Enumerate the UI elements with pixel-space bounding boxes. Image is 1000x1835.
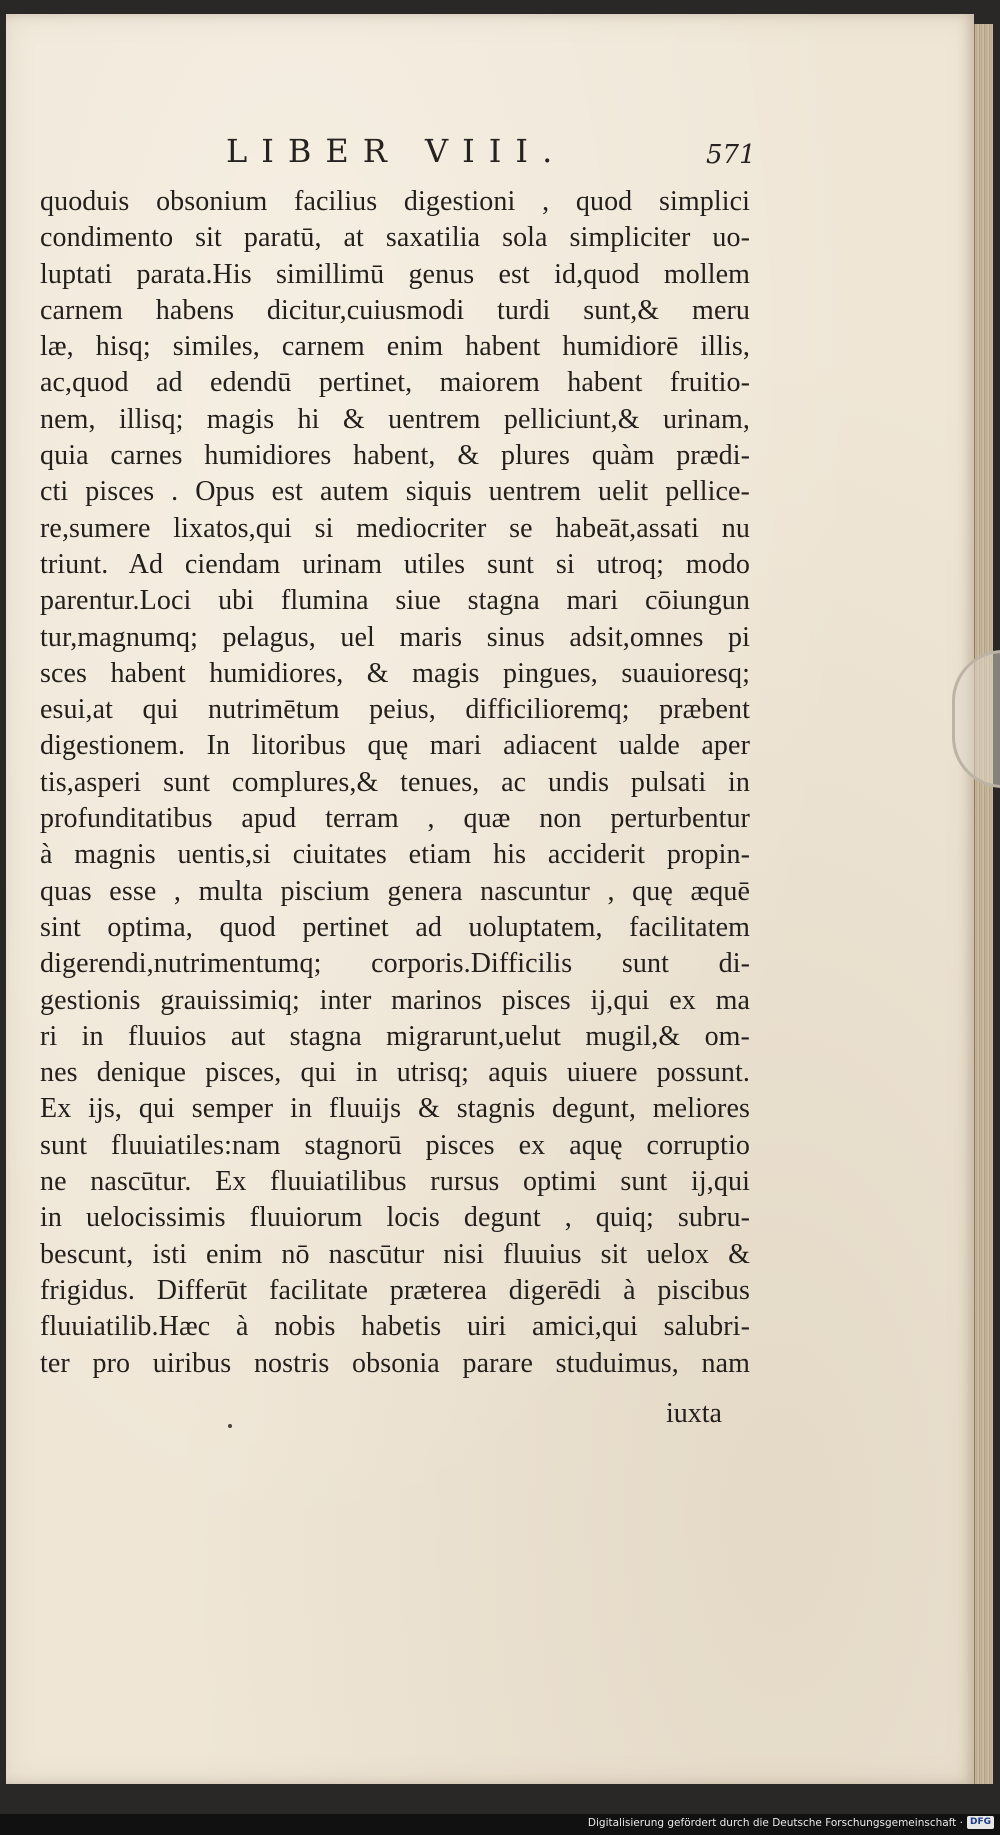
text-line: læ, hisq; similes, carnem enim habent humidiorē illis, (40, 331, 750, 363)
text-line: nem, illisq; magis hi & uentrem pelliciunt,& urinam, (40, 403, 750, 435)
text-line: quas esse , multa piscium genera nascuntur , quę æquē (40, 875, 750, 907)
text-line: condimento sit paratū, at saxatilia sola simpliciter uo- (40, 222, 750, 254)
page-edge (974, 24, 993, 1784)
book-page (6, 14, 974, 1784)
text-line: sces habent humidiores, & magis pingues, suauioresq; (40, 657, 750, 689)
text-line: carnem habens dicitur,cuiusmodi turdi sunt,& meru (40, 294, 750, 326)
text-line: in uelocissimis fluuiorum locis degunt , quiq; subru- (40, 1202, 750, 1234)
text-line: quoduis obsonium facilius digestioni , quod simplici (40, 186, 750, 217)
text-line: tis,asperi sunt complures,& tenues, ac undis pulsati in (40, 766, 750, 798)
page-header (146, 132, 766, 176)
text-line: profunditatibus apud terram , quæ non perturbentur (40, 803, 750, 835)
text-line: ter pro uiribus nostris obsonia parare studuimus, nam (40, 1347, 750, 1379)
text-line: à magnis uentis,si ciuitates etiam his acciderit propin- (40, 839, 750, 871)
text-line: Ex ijs, qui semper in fluuijs & stagnis degunt, meliores (40, 1093, 750, 1125)
digitization-credit (588, 1816, 994, 1829)
text-line: gestionis grauissimiq; inter marinos pisces ij,qui ex ma (40, 984, 750, 1016)
text-line: cti pisces . Opus est autem siquis uentrem uelit pellice- (40, 476, 750, 508)
text-line: sunt fluuiatiles:nam stagnorū pisces ex aquę corruptio (40, 1129, 750, 1161)
text-line: frigidus. Differūt facilitate præterea digerēdi à piscibus (40, 1274, 750, 1306)
text-line: digerendi,nutrimentumq; corporis.Difficilis sunt di- (40, 948, 750, 980)
text-line: sint optima, quod pertinet ad uoluptatem, facilitatem (40, 911, 750, 943)
credit-text: Digitalisierung gefördert durch die Deutsche Forschungsgemeinschaft · (587, 1816, 963, 1829)
text-line: fluuiatilib.Hæc à nobis habetis uiri amici,qui salubri- (40, 1311, 750, 1343)
ink-speck (228, 1424, 232, 1428)
text-line: ac,quod ad edendū pertinet, maiorem habent fruitio- (40, 367, 750, 399)
body-text (40, 184, 750, 1382)
text-line: tur,magnumq; pelagus, uel maris sinus adsit,omnes pi (40, 621, 750, 653)
text-line: re,sumere lixatos,qui si mediocriter se habeāt,assati nu (40, 512, 750, 544)
catchword: iuxta (666, 1398, 722, 1429)
text-line: esui,at qui nutrimētum peius, difficilioremq; præbent (40, 694, 750, 726)
running-title: LIBER VIII. (226, 132, 567, 170)
text-line: ri in fluuios aut stagna migrarunt,uelut mugil,& om- (40, 1020, 750, 1052)
text-line: digestionem. In litoribus quę mari adiacent ualde aper (40, 730, 750, 762)
page-number: 571 (706, 140, 756, 170)
text-line: luptati parata.His simillimū genus est id,quod mollem (40, 258, 750, 290)
text-line: triunt. Ad ciendam urinam utiles sunt si utroq; modo (40, 548, 750, 580)
dfg-logo: DFG (967, 1816, 994, 1829)
text-line: nes denique pisces, qui in utrisq; aquis uiuere possunt. (40, 1057, 750, 1089)
text-line: parentur.Loci ubi flumina siue stagna mari cōiungun (40, 585, 750, 617)
text-line: ne nascūtur. Ex fluuiatilibus rursus optimi sunt ij,qui (40, 1166, 750, 1198)
text-line: bescunt, isti enim nō nascūtur nisi fluuius sit uelox & (40, 1238, 750, 1270)
text-line: quia carnes humidiores habent, & plures quàm prædi- (40, 440, 750, 472)
